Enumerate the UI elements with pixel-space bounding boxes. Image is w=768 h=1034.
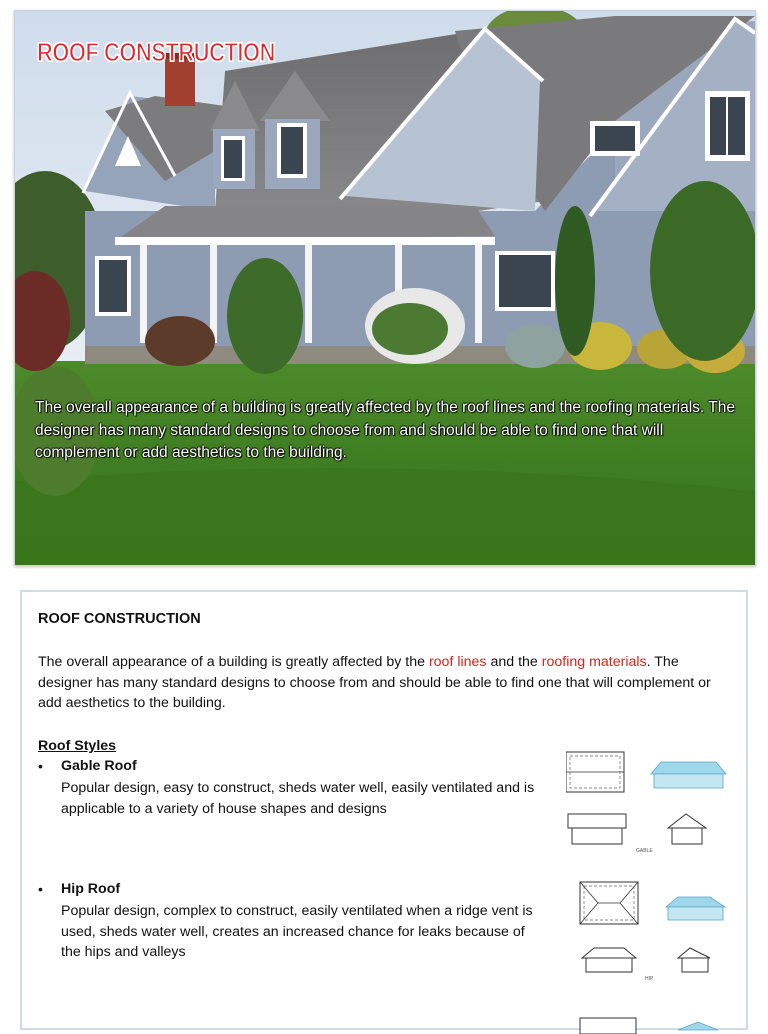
roof-lines-highlight: roof lines [428,654,487,670]
roof-style-description: Popular design, complex to construct, easily ventilated when a ridge vent is used, sheds water well, creates an increased chance for leaks because of the hips and valleys [61,903,533,960]
slide-body-text: The overall appearance of a building is greatly affected by the roof lines and the roofing materials. The designer has many standard designs to choose from and should be able to find one that will complement or add aesthetics to the building. [35,399,735,461]
roof-style-name: Gable Roof [61,758,137,774]
hip-diagram-caption: HIP [645,976,654,982]
intro-text: and the [486,654,542,670]
bullet-icon: • [38,758,43,774]
slide-title: ROOF CONSTRUCTION [37,37,275,67]
bullet-icon: • [38,881,43,897]
intro-text: . The designer has many standard designs to choose from and should be able to find one that will complement or add aesthetics to the building. [38,654,711,711]
roofing-materials-highlight: roofing materials [541,654,647,670]
roof-style-description: Popular design, easy to construct, sheds water well, easily ventilated and is applicable to a variety of house shapes and designs [61,780,535,817]
roof-styles-heading: Roof Styles [38,738,117,754]
gable-roof-diagram [566,742,736,857]
intro-text: The overall appearance of a building is greatly affected by the [38,654,429,670]
section-heading: ROOF CONSTRUCTION [38,611,201,627]
gable-diagram-caption: GABLE [636,848,653,854]
next-roof-diagram-partial [578,1014,728,1034]
document-slide [20,590,748,1030]
intro-paragraph [38,652,728,714]
photo-slide [14,10,756,566]
roof-style-name: Hip Roof [61,881,121,897]
house-photo [15,11,755,565]
hip-roof-diagram [570,872,740,987]
